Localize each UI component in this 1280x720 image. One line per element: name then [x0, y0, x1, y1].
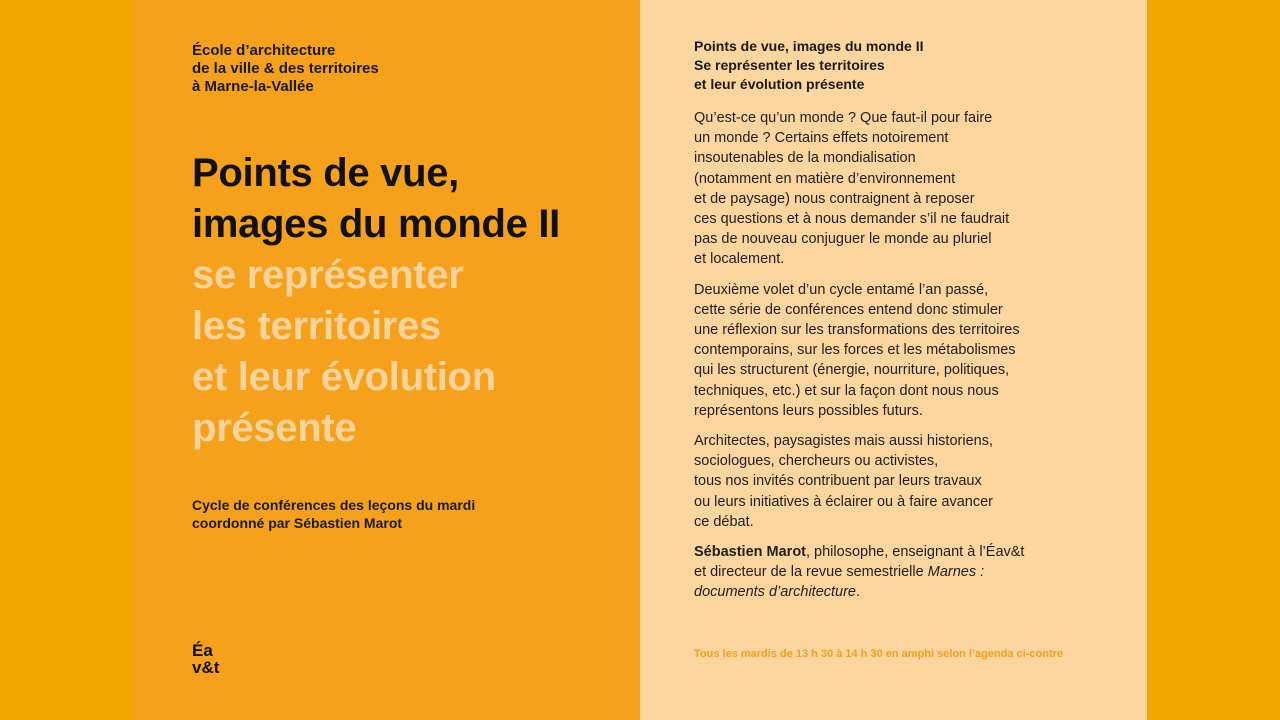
- text-line: un monde ? Certains effets notoirement: [694, 130, 949, 147]
- text-line: Architectes, paysagistes mais aussi historiens,: [694, 433, 993, 450]
- description-body: [694, 108, 1134, 613]
- paragraph-intro: [694, 108, 1134, 270]
- text-line: ce débat.: [694, 513, 754, 530]
- paragraph-coordinator: [694, 542, 1134, 603]
- subtitle: [192, 250, 496, 454]
- text-line: et de paysage) nous contraignent à reposer: [694, 190, 975, 207]
- coordinator-role: et directeur de la revue semestrielle: [694, 564, 928, 581]
- text-line: ces questions et à nous demander s’il ne faudrait: [694, 211, 1010, 228]
- subtitle-line: et leur évolution: [192, 355, 496, 399]
- cycle-info: [192, 496, 475, 532]
- left-panel: [132, 0, 640, 720]
- journal-title: documents d’architecture: [694, 584, 856, 601]
- coordinator-name: Sébastien Marot: [694, 544, 806, 561]
- school-line: à Marne-la-Vallée: [192, 78, 314, 95]
- text-line: [694, 582, 1134, 602]
- text-line: Qu’est-ce qu’un monde ? Que faut-il pour faire: [694, 110, 993, 126]
- heading-line: Se représenter les territoires: [694, 57, 885, 73]
- subtitle-line: les territoires: [192, 304, 441, 348]
- text-line: une réflexion sur les transformations des territoires: [694, 322, 1020, 339]
- schedule-footer: Tous les mardis de 13 h 30 à 14 h 30 en amphi selon l’agenda ci-contre: [694, 648, 1064, 660]
- subtitle-line: se représenter: [192, 253, 464, 297]
- text-line: insoutenables de la mondialisation: [694, 150, 916, 167]
- main-title: [192, 148, 560, 250]
- text-line: qui les structurent (énergie, nourriture, politiques,: [694, 362, 1010, 379]
- school-line: École d’architecture: [192, 42, 336, 59]
- text-line: [694, 562, 1134, 582]
- school-name: [192, 42, 379, 96]
- text-line: pas de nouveau conjuguer le monde au pluriel: [694, 231, 992, 248]
- text-line: ou leurs initiatives à éclairer ou à faire avancer: [694, 493, 994, 510]
- heading-line: Points de vue, images du monde II: [694, 38, 924, 54]
- logo-line: v&t: [192, 658, 220, 677]
- right-heading: [694, 37, 924, 94]
- text-line: représentons leurs possibles futurs.: [694, 402, 923, 419]
- cycle-line: coordonné par Sébastien Marot: [192, 515, 403, 531]
- subtitle-line: présente: [192, 406, 357, 450]
- text-line: tous nos invités contribuent par leurs travaux: [694, 473, 982, 490]
- paragraph-series: [694, 280, 1134, 421]
- paragraph-guests: [694, 431, 1134, 532]
- coordinator-role: , philosophe, enseignant à l’Éav&t: [806, 544, 1025, 561]
- text-line: contemporains, sur les forces et les métabolismes: [694, 342, 1016, 359]
- logo-line: Éa: [192, 641, 213, 660]
- school-line: de la ville & des territoires: [192, 60, 379, 77]
- journal-title: Marnes :: [927, 564, 985, 581]
- text-line: (notamment en matière d’environnement: [694, 170, 956, 187]
- punctuation: .: [856, 584, 861, 601]
- right-panel: [640, 0, 1147, 720]
- cycle-line: Cycle de conférences des leçons du mardi: [192, 497, 476, 513]
- text-line: [694, 542, 1134, 562]
- text-line: cette série de conférences entend donc stimuler: [694, 301, 1003, 318]
- heading-line: et leur évolution présente: [694, 76, 865, 92]
- eavt-logo: [192, 642, 219, 676]
- title-line: images du monde II: [192, 202, 560, 246]
- text-line: sociologues, chercheurs ou activistes,: [694, 453, 939, 470]
- text-line: Deuxième volet d’un cycle entamé l’an passé,: [694, 281, 989, 298]
- text-line: et localement.: [694, 251, 785, 268]
- title-line: Points de vue,: [192, 151, 459, 195]
- text-line: techniques, etc.) et sur la façon dont nous nous: [694, 382, 999, 399]
